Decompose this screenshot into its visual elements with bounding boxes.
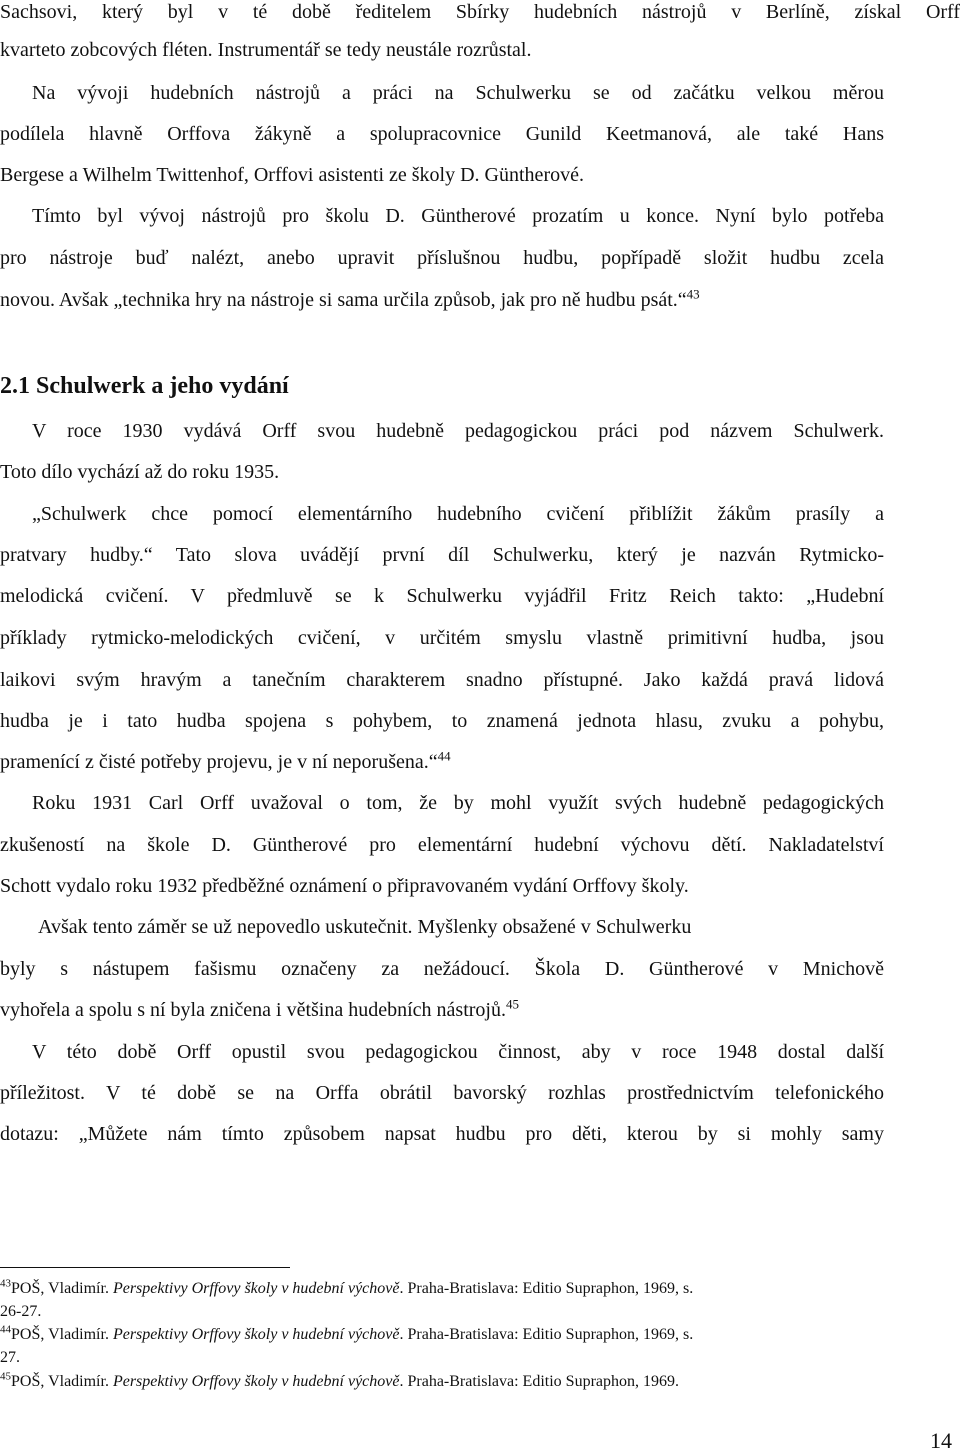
text-line: V této době Orff opustil svou pedagogickou činnost, aby v roce 1948 dostal další xyxy=(32,1041,884,1063)
text-line: Tímto byl vývoj nástrojů pro školu D. Güntherové prozatím u konce. Nyní bylo potřeba xyxy=(32,205,884,227)
text-line: novou. Avšak „technika hry na nástroje si sama určila způsob, jak pro ně hudbu psát.“$^{43}$ xyxy=(0,286,700,311)
footnote-author: POŠ, Vladimír. xyxy=(11,1280,113,1297)
footnote-number: 45 xyxy=(0,1370,11,1383)
text-line: hudba je i tato hudba spojena s pohybem, to znamená jednota hlasu, zvuku a pohybu, xyxy=(0,710,884,732)
footnote-author: POŠ, Vladimír. xyxy=(11,1373,113,1390)
text-line: vyhořela a spolu s ní byla zničena i většina hudebních nástrojů.$^{45}$ xyxy=(0,996,519,1021)
footnote xyxy=(0,1372,960,1392)
footnote-title: Perspektivy Orffovy školy v hudební výchově xyxy=(112,1373,400,1390)
footnote-ref: 45 xyxy=(505,996,519,1012)
footnote-number: 43 xyxy=(0,1277,11,1290)
text-line: příležitost. V té době se na Orffa obrátil bavorský rozhlas prostřednictvím telefonického xyxy=(0,1082,884,1104)
footnote-author: POŠ, Vladimír. xyxy=(11,1326,113,1343)
footnote-separator xyxy=(0,1267,290,1268)
text-line: pratvary hudby.“ Tato slova uvádějí první díl Schulwerku, který je nazván Rytmicko- xyxy=(0,544,884,566)
text-line: podílela hlavně Orffova žákyně a spolupracovnice Gunild Keetmanová, ale také Hans xyxy=(0,123,884,145)
footnote-title: Perspektivy Orffovy školy v hudební výchově xyxy=(112,1326,400,1343)
text-line: kvarteto zobcových fléten. Instrumentář se tedy neustále rozrůstal. xyxy=(0,39,532,61)
text-line: Bergese a Wilhelm Twittenhof, Orffovi asistenti ze školy D. Güntherové. xyxy=(0,164,584,186)
footnote-continuation: 26-27. xyxy=(0,1303,42,1320)
text-line: Toto dílo vychází až do roku 1935. xyxy=(0,461,280,483)
footnote-publisher: . Praha-Bratislava: Editio Supraphon, 1969, s. xyxy=(399,1326,694,1343)
footnote-ref: 43 xyxy=(686,286,700,302)
footnote xyxy=(0,1325,960,1345)
text-line: melodická cvičení. V předmluvě se k Schulwerku vyjádřil Fritz Reich takto: „Hudební xyxy=(0,585,884,607)
footnote-continuation: 27. xyxy=(0,1349,20,1366)
text-line: Roku 1931 Carl Orff uvažoval o tom, že by mohl využít svých hudebně pedagogických xyxy=(32,792,884,814)
section-heading: 2.1 Schulwerk a jeho vydání xyxy=(0,373,289,399)
footnote-publisher: . Praha-Bratislava: Editio Supraphon, 1969. xyxy=(399,1373,679,1390)
page-number: 14 xyxy=(930,1428,952,1453)
text-line: dotazu: „Můžete nám tímto způsobem napsat hudbu pro děti, kterou by si mohly samy xyxy=(0,1123,884,1145)
text-line: laikovi svým hravým a tanečním charakterem snadno přístupné. Jako každá pravá lidová xyxy=(0,669,884,691)
text-line: Schott vydalo roku 1932 předběžné oznámení o připravovaném vydání Orffovy školy. xyxy=(0,875,689,897)
footnote xyxy=(0,1279,960,1299)
footnote-publisher: . Praha-Bratislava: Editio Supraphon, 1969, s. xyxy=(399,1280,694,1297)
text-line: Na vývoji hudebních nástrojů a práci na Schulwerku se od začátku velkou měrou xyxy=(32,82,884,104)
text-line: „Schulwerk chce pomocí elementárního hudebního cvičení přiblížit žákům prasíly a xyxy=(32,503,884,525)
footnote-number: 44 xyxy=(0,1323,11,1336)
text-line: zkušeností na škole D. Güntherové pro elementární hudební výchovu dětí. Nakladatelství xyxy=(0,834,884,856)
text-line: příklady rytmicko-melodických cvičení, v určitém smyslu vlastně primitivní hudba, jsou xyxy=(0,627,884,649)
text-line: Sachsovi, který byl v té době ředitelem Sbírky hudebních nástrojů v Berlíně, získal Orff xyxy=(0,1,960,23)
text-line: V roce 1930 vydává Orff svou hudebně pedagogickou práci pod názvem Schulwerk. xyxy=(32,420,884,442)
text-line: pro nástroje buď nalézt, anebo upravit příslušnou hudbu, popřípadě složit hudbu zcela xyxy=(0,247,884,269)
footnote-title: Perspektivy Orffovy školy v hudební výchově xyxy=(112,1280,400,1297)
footnote-ref: 44 xyxy=(437,748,451,764)
text-line: pramenící z čisté potřeby projevu, je v ní neporušena.“$^{44}$ xyxy=(0,748,451,773)
text-line: byly s nástupem fašismu označeny za nežádoucí. Škola D. Güntherové v Mnichově xyxy=(0,958,884,980)
text-line: Avšak tento záměr se už nepovedlo uskutečnit. Myšlenky obsažené v Schulwerku xyxy=(38,916,692,938)
